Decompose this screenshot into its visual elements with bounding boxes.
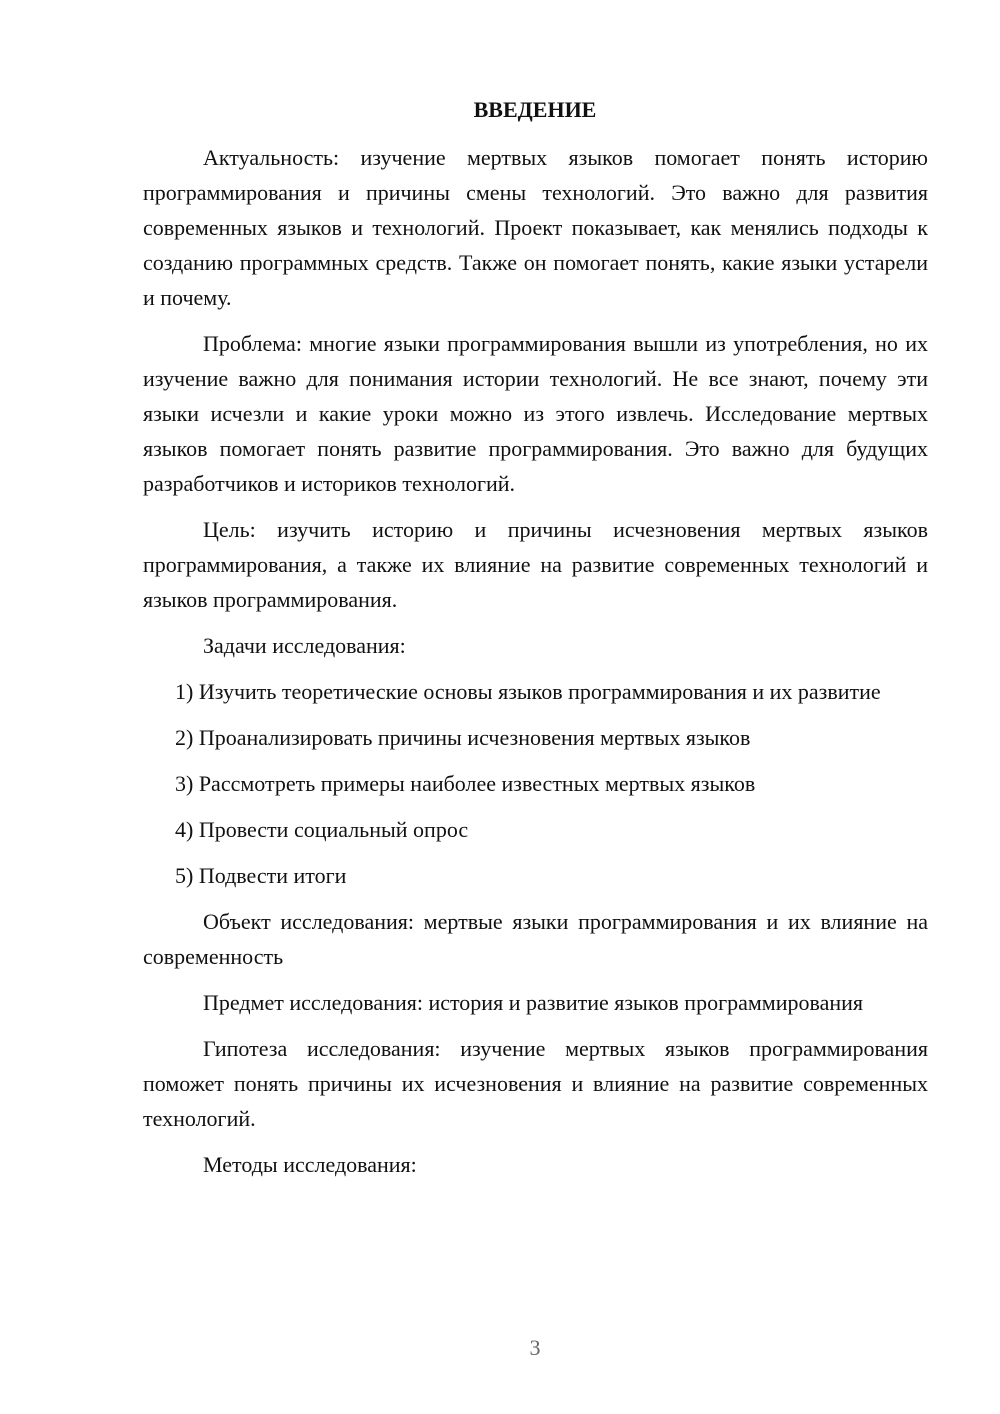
document-body: [143, 140, 928, 1193]
list-item-task-4: 4) Провести социальный опрос: [175, 817, 469, 842]
paragraph-problem: Проблема: многие языки программирования вышли из употребления, но их изучение важно для понимания истории технологий. Не все знают, почему эти языки исчезли и какие уроки можно из этого извлечь. Исследование мертвых языков помогает понять развитие программирования. Это важно для будущих разработчиков и историков технологий.: [143, 331, 928, 496]
methods-heading: Методы исследования:: [203, 1152, 417, 1177]
list-item-task-2: 2) Проанализировать причины исчезновения мертвых языков: [175, 725, 751, 750]
list-item-task-3: 3) Рассмотреть примеры наиболее известных мертвых языков: [175, 771, 756, 796]
paragraph-goal: Цель: изучить историю и причины исчезновения мертвых языков программирования, а также их влияние на развитие современных технологий и языков программирования.: [143, 517, 928, 612]
list-item-task-1: 1) Изучить теоретические основы языков программирования и их развитие: [175, 679, 881, 704]
page-title: ВВЕДЕНИЕ: [473, 97, 597, 122]
paragraph-hypothesis: Гипотеза исследования: изучение мертвых языков программирования поможет понять причины их исчезновения и влияние на развитие современных технологий.: [143, 1036, 928, 1131]
paragraph-relevance: Актуальность: изучение мертвых языков помогает понять историю программирования и причины смены технологий. Это важно для развития современных языков и технологий. Проект показывает, как менялись подходы к созданию программных средств. Также он помогает понять, какие языки устарели и почему.: [143, 145, 928, 310]
tasks-heading: Задачи исследования:: [203, 633, 406, 658]
paragraph-object: Объект исследования: мертвые языки программирования и их влияние на современность: [143, 909, 928, 969]
list-item-task-5: 5) Подвести итоги: [175, 863, 347, 888]
paragraph-subject: Предмет исследования: история и развитие языков программирования: [203, 990, 863, 1015]
page-number: 3: [529, 1335, 541, 1360]
